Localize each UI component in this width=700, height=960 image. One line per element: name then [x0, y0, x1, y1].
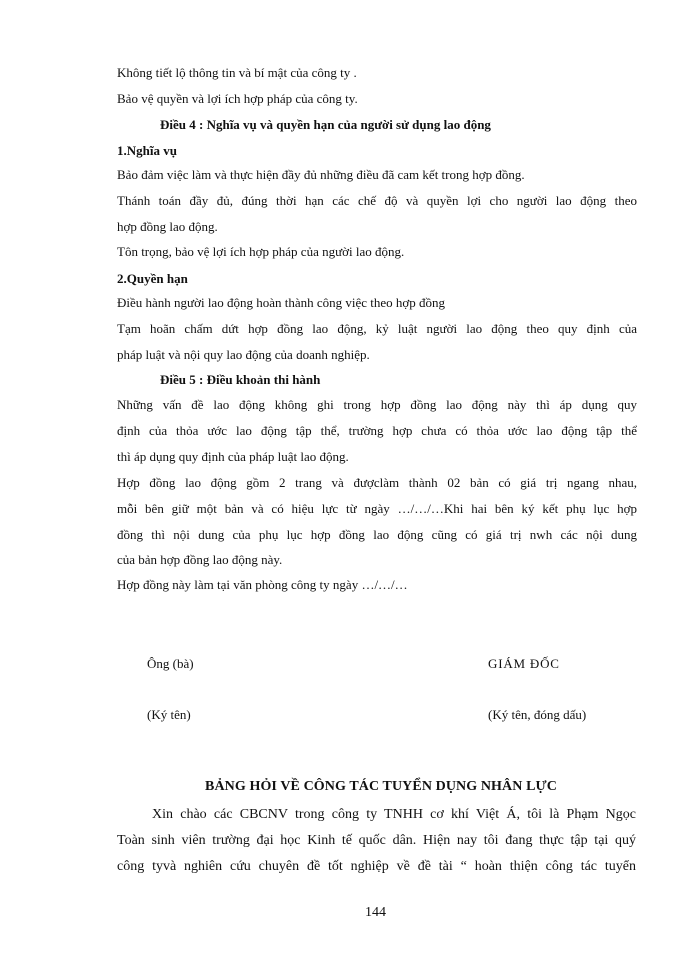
obligation-item: Tôn trọng, bảo vệ lợi ích hợp pháp của người lao động.	[117, 244, 405, 259]
obligation-item-continuation: hợp đồng lao động.	[117, 219, 218, 234]
confidentiality-line: Không tiết lộ thông tin và bí mật của công ty .	[117, 65, 357, 80]
employee-signature-note: (Ký tên)	[147, 707, 191, 722]
article-4-title: Điều 4 : Nghĩa vụ và quyền hạn của người sử dụng lao động	[160, 117, 491, 132]
survey-intro-line: công tyvà nghiên cứu chuyên đề tốt nghiệp về đề tài “ hoàn thiện công tác tuyển	[117, 859, 636, 874]
article-5-line: Hợp đồng lao động gồm 2 trang và đượclàm thành 02 bản có giá trị ngang nhau,	[117, 475, 637, 490]
director-signature-title: GIÁM ĐỐC	[488, 656, 560, 671]
article-5-line: Những vấn đề lao động không ghi trong hợp đồng lao động này thì áp dụng quy	[117, 397, 637, 412]
director-signature-note: (Ký tên, đóng dấu)	[488, 707, 587, 722]
article-5-line: của bản hợp đồng lao động này.	[117, 552, 283, 567]
article-5-line: đồng thì nội dung của phụ lục hợp đồng lao động cũng có giá trị nwh các nội dung	[117, 527, 637, 542]
company-rights-line: Bảo vệ quyền và lợi ích hợp pháp của công ty.	[117, 91, 358, 106]
power-item: Tạm hoãn chấm dứt hợp đồng lao động, kỷ luật người lao động theo quy định của	[117, 321, 637, 336]
article-5-line: mỗi bên giữ một bản và có hiệu lực từ ngày …/…/…Khi hai bên ký kết phụ lục hợp	[117, 501, 637, 516]
article-5-title: Điều 5 : Điều khoản thi hành	[160, 372, 321, 387]
employee-signature-title: Ông (bà)	[147, 656, 194, 671]
page-number: 144	[365, 905, 386, 920]
contract-date-line: Hợp đồng này làm tại văn phòng công ty ngày …/…/…	[117, 577, 408, 592]
article-5-line: thì áp dụng quy định của pháp luật lao động.	[117, 449, 349, 464]
survey-title: BẢNG HỎI VỀ CÔNG TÁC TUYỂN DỤNG NHÂN LỰC	[205, 779, 557, 794]
obligations-heading: 1.Nghĩa vụ	[117, 143, 177, 158]
power-item-continuation: pháp luật và nội quy lao động của doanh nghiệp.	[117, 347, 370, 362]
power-item: Điều hành người lao động hoàn thành công việc theo hợp đồng	[117, 295, 446, 310]
survey-intro-line: Xin chào các CBCNV trong công ty TNHH cơ khí Việt Á, tôi là Phạm Ngọc	[152, 807, 636, 822]
article-5-line: định của thỏa ước lao động tập thể, trường hợp chưa có thỏa ước lao động tập thể	[117, 423, 637, 438]
obligation-item: Thánh toán đầy đủ, đúng thời hạn các chế độ và quyền lợi cho người lao động theo	[117, 193, 637, 208]
obligation-item: Bảo đảm việc làm và thực hiện đầy đủ những điều đã cam kết trong hợp đồng.	[117, 167, 525, 182]
powers-heading: 2.Quyền hạn	[117, 271, 188, 286]
survey-intro-line: Toàn sinh viên trường đại học Kinh tế quốc dân. Hiện nay tôi đang thực tập tại quý	[117, 833, 636, 848]
